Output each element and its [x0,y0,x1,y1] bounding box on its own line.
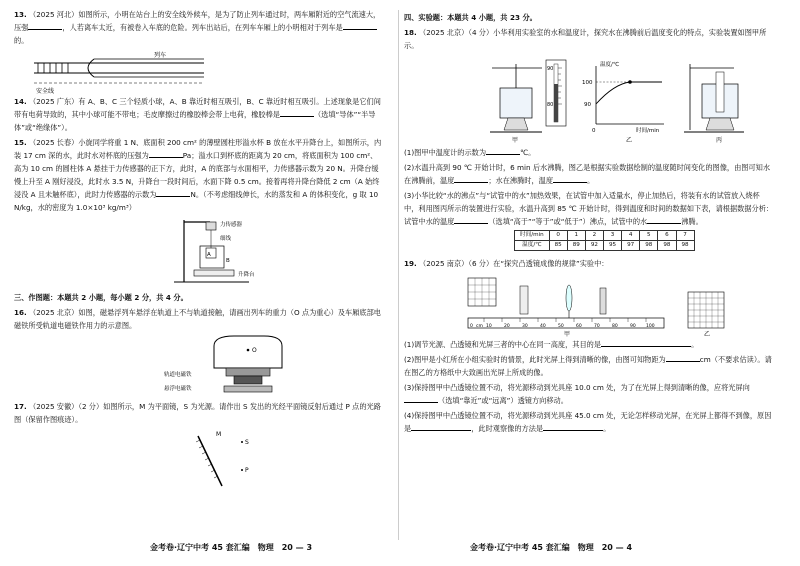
q15-text2: Pa；溢水口到杯底的距离为 20 cm，将底面积为 100 cm²、高为 10 cm 的圆柱体 A 悬挂于力传感器的正下方，此时，A 的底部与水面相平，力传感器示数为 20 N。升降台缓慢上升至 A 刚好浸没，此时水 3.5 N，升降台一段时间后，水面下降 0.5 cm。接着再将升降台降低 2 cm（A 始终浸没 A 且未触杯底），此时力传感器的示数为 [14,151,380,199]
ruler-70: 70 [594,324,600,329]
q19-p4-text: (4)保持图甲中凸透镜位置不动，将光源移动到光具座 45.0 cm 处，无论怎样移动光屏，在光屏上都得不到像，原因是 [404,411,772,433]
footer-right: 金考卷·辽宁中考 45 套汇编 物理 20 — 4 [470,543,633,552]
question-19 [404,257,774,270]
ruler-50: 50 [558,324,564,329]
table-cell: 5 [640,231,658,241]
q19-p3-blank[interactable] [404,394,438,403]
q13-label-train: 列车 [154,52,167,59]
q19-part4 [404,409,774,435]
page-divider [398,10,399,540]
ruler-40: 40 [540,324,546,329]
q18-cap-bing: 丙 [716,137,723,144]
q18-text: （2025 北京）（4 分）小华利用实验室的水和温度计，探究水在沸腾前后温度变化的特点，实验装置如图甲所示。 [404,28,767,50]
setup-bing [684,64,744,144]
table-cell: 95 [604,241,622,251]
q19-figure [404,272,774,338]
q13-blank-2[interactable] [343,21,377,30]
q16-text: （2025 北京）如图，磁悬浮列车悬浮在轨道上不与轨道接触，请画出列车的重力（O 点为重心）及车厢底部电磁铁所受轨道电磁铁作用力的示意图。 [14,308,381,330]
q15-label-b: B [226,258,230,264]
q15-label-a: A [207,252,211,258]
q18-graph-x0: 0 [592,128,596,134]
table-cell: 2 [585,231,603,241]
table-cell: 98 [676,241,694,251]
q18-graph-ylabel: 温度/℃ [600,62,620,68]
q18-graph-y100: 100 [582,80,593,86]
table-cell: 92 [585,241,603,251]
q19-p3-text: (3)保持图甲中凸透镜位置不动，将光源移动到光具座 10.0 cm 处，为了在光屏上得到清晰的像，应将光屏向 [404,383,750,392]
q17-number: 17. [14,402,27,411]
q19-p2-text2: cm（不要求估读）。请在图乙的方格纸中大致画出光屏上所成的像。 [404,355,772,377]
q19-p4-text2: ，此时观察像的方法是 [471,424,544,433]
ruler-0: 0 [470,324,473,329]
ruler-20: 20 [504,324,510,329]
q15-figure [14,216,384,288]
q19-part1 [404,338,774,351]
q18-thermo-90: 90 [547,66,554,72]
q17-label-p: P [245,467,249,474]
q17-label-s: S [245,439,249,446]
q18-number: 18. [404,28,417,37]
table-cell: 1 [567,231,585,241]
table-cell: 98 [658,241,676,251]
ruler-30: 30 [522,324,528,329]
q19-p1-blank[interactable] [601,338,691,347]
q16-figure [14,334,384,400]
q19-p2-blank[interactable] [666,353,700,362]
q13-figure [14,49,384,95]
q14-blank-2[interactable] [280,108,314,117]
left-page [14,8,384,488]
q18-part2 [404,161,774,187]
q18-p3-blank-1[interactable] [454,215,488,224]
q13-blank-1[interactable] [28,21,62,30]
section-3-title: 三、作图题：本题共 2 小题，每小题 2 分，共 4 分。 [14,293,188,302]
setup-jia [490,60,566,144]
q18-thermo-80: 80 [547,102,554,108]
ruler-80: 80 [612,324,618,329]
ruler-10: 10 [486,324,492,329]
table-cell: 97 [622,241,640,251]
q14-text2: 小球可能不带电；毛皮摩擦过的橡胶棒会带上电荷，橡胶棒是 [85,110,280,119]
q19-p4-blank-2[interactable] [543,422,603,431]
q18-part1 [404,146,774,159]
table-cell: 6 [658,231,676,241]
q18-part3 [404,189,774,228]
q15-text: （2025 长春）小旋同学将重 1 N、底面积 200 cm² 的薄壁圆柱形溢水杯 B 放在水平升降台上，如图所示，内装 17 cm 深的水，此时水对杯底的压强为 [14,138,382,160]
q16-number: 16. [14,308,27,317]
q18-p3-text2: （选填“高于”“等于”或“低于”）沸点，试管中的水 [488,217,648,226]
ruler-100: 100 [646,324,655,329]
q17-text: （2025 安徽）（2 分）如图所示，M 为平面镜，S 为光源。请作出 S 发出的光经平面镜反射后通过 P 点的光路图（保留作图痕迹）。 [14,402,381,424]
q18-p2-blank-2[interactable] [553,174,587,183]
q15-blank-2[interactable] [156,188,190,197]
table-cell: 89 [567,241,585,251]
table-row [515,241,695,251]
maglev-diagram [14,334,314,400]
q14-text: （2025 广东）有 A、B、C 三个轻质小球，A、B 靠近时相互吸引，B、C 靠近时相互吸引。上述现象是它们间带有电荷导致的，其中 [14,97,381,119]
q19-cap-yi: 乙 [704,331,711,338]
q18-graph-y90: 90 [584,102,591,108]
ruler-60: 60 [576,324,582,329]
table-cell: 0 [549,231,567,241]
temp-time-graph [582,60,664,144]
q18-cap-jia: 甲 [512,137,519,144]
mirror-diagram [14,428,314,488]
question-14 [14,95,384,134]
question-17 [14,400,384,426]
q19-p2-text: (2)图甲是小红所在小组实验时的情景，此时光屏上得到清晰的像，由图可知物距为 [404,355,666,364]
q18-figure [404,54,774,146]
question-15 [14,136,384,214]
image-grid [688,292,724,338]
q14-number: 14. [14,97,27,106]
q18-p2-text2: ；水在沸腾时，温度 [488,176,554,185]
q14-text3: （选填“导体”“半导体”或“绝缘体”）。 [14,110,376,132]
table-cell: 7 [676,231,694,241]
section-4-title: 四、实验题：本题共 4 小题，共 23 分。 [404,13,537,22]
boiling-apparatus [404,54,784,146]
q15-label-sensor: 力传感器 [220,222,243,228]
table-cell: 时间/min [515,231,550,241]
q18-p3-text3: 沸腾。 [681,217,703,226]
q18-p1-text: (1)图甲中温度计的示数为 [404,148,487,157]
q13-number: 13. [14,10,27,19]
q19-text: （2025 南京）（6 分）在“探究凸透镜成像的规律”实验中： [419,259,609,268]
q13-text2: ，人若离车太近，有被卷入车底的危险。列车出站后，在列车车厢上的小明相对于列车是 [62,23,343,32]
ruler-90: 90 [630,324,636,329]
q17-label-m: M [216,431,222,438]
q19-p1-text: (1)调节光源、凸透镜和光屏三者的中心在同一高度，其目的是 [404,340,602,349]
q15-label-platform: 升降台 [238,272,255,278]
q19-part3 [404,381,774,407]
q18-p2-text3: 。 [587,176,595,185]
q19-part2 [404,353,774,379]
sensor-apparatus [14,216,314,288]
table-cell: 85 [549,241,567,251]
q19-p1-end: 。 [691,340,699,349]
q18-p2-blank-1[interactable] [454,174,488,183]
q18-data-table [514,230,695,251]
table-cell: 温度/℃ [515,241,550,251]
q18-cap-yi: 乙 [626,137,633,144]
q18-p3-blank-2[interactable] [647,215,681,224]
q19-number: 19. [404,259,417,268]
table-row [515,231,695,241]
q19-p4-end: 。 [603,424,611,433]
table-cell: 98 [640,241,658,251]
table-cell: 4 [622,231,640,241]
q13-text: （2025 河北）如图所示，小明在站台上的安全线外候车，是为了防止列车通过时，两车厢附近的空气流速大，压强 [14,10,381,32]
station-diagram [14,49,214,95]
q13-label-line: 安全线 [36,88,55,95]
q17-figure [14,428,384,488]
q16-label-o: O [252,347,257,354]
q13-text3: 的。 [14,36,29,45]
lens-bench [404,272,784,338]
question-18 [404,26,774,52]
light-source-grid [468,278,496,306]
q19-p4-blank-1[interactable] [411,422,471,431]
q18-p3-text: (3)小华比较“水的沸点”与“试管中的水”加热效果，在试管中加入适量水，停止加热后，将装有水的试管放入烧杯中，利用图丙所示的装置进行实验，水温升高到 85 ℃ 开始计时，得到温度和时间的数据如下表，请根据数据分析：试管中水的温度 [404,191,774,226]
ruler-unit: cm [476,324,483,329]
q16-label-track: 轨道电磁铁 [164,372,192,378]
q15-blank-1[interactable] [149,149,183,158]
q15-label-string: 细线 [220,236,232,242]
q18-p2-text: (2)水温升高到 90 ℃ 开始计时，6 min 后水沸腾，图乙是根据实验数据绘制的温度随时间变化的图像，由图可知水在沸腾前，温度 [404,163,771,185]
right-page [404,8,774,437]
q15-text3: N。（不考虑细线伸长，水的蒸发和 A 的体积变化，g 取 10 N/kg，水的密度为 1.0×10³ kg/m³） [14,190,379,212]
q16-label-float: 悬浮电磁铁 [164,386,192,392]
q18-p1-unit: ℃。 [520,148,536,157]
q19-p3-text2: （选填“靠近”或“远离”）透镜方向移动。 [438,396,568,405]
footer-left: 金考卷·辽宁中考 45 套汇编 物理 20 — 3 [150,543,313,552]
question-16 [14,306,384,332]
table-cell: 3 [604,231,622,241]
q19-cap-jia: 甲 [564,331,571,338]
q18-graph-xlabel: 时间/min [636,128,660,134]
q15-number: 15. [14,138,27,147]
question-13 [14,8,384,47]
q18-p1-blank[interactable] [486,146,520,155]
